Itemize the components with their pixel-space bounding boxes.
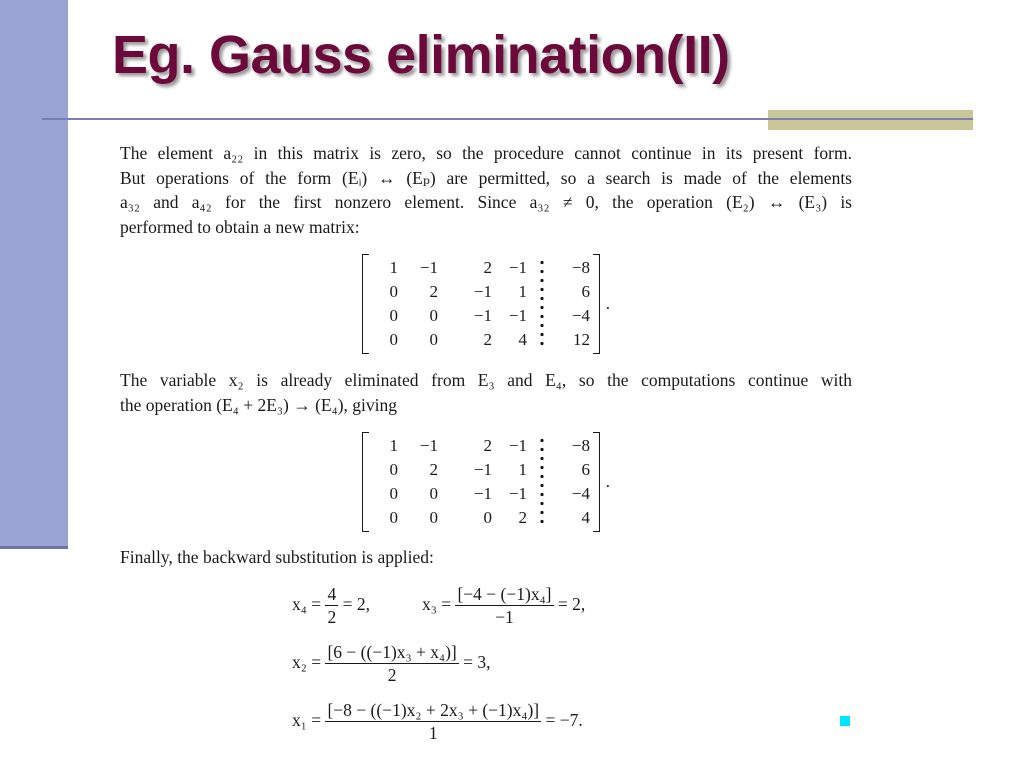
matrix-cell: 2 bbox=[429, 460, 438, 479]
equation-rhs: = 2, bbox=[342, 594, 370, 615]
matrix-cell: 0 bbox=[429, 484, 438, 503]
equation-lhs: x₂ = bbox=[292, 652, 322, 673]
paragraph-line: the operation (E₄ + 2E₃) → (E₄), giving bbox=[120, 394, 397, 415]
equation-x2 bbox=[292, 642, 491, 686]
matrix-cell: 12 bbox=[573, 330, 590, 349]
augmented-matrix-2 bbox=[362, 432, 610, 532]
matrix-cell: −1 bbox=[508, 306, 527, 325]
matrix-row bbox=[362, 434, 600, 458]
equation-x3 bbox=[422, 584, 585, 628]
matrix-cell: 6 bbox=[581, 282, 590, 301]
matrix-cell: 0 bbox=[389, 282, 398, 301]
matrix-row bbox=[362, 482, 600, 506]
matrix-row bbox=[362, 304, 600, 328]
matrix-row bbox=[362, 280, 600, 304]
matrix-period: . bbox=[605, 294, 610, 313]
matrix-cell: 4 bbox=[518, 330, 527, 349]
matrix-cell: −1 bbox=[473, 282, 492, 301]
fraction bbox=[325, 584, 338, 628]
equation-rhs: = 3, bbox=[463, 652, 491, 673]
paragraph-line: a₃₂ and a₄₂ for the first nonzero element. Since a₃₂ ≠ 0, the operation (E₂) ↔ (E₃) is bbox=[120, 192, 852, 212]
equation-x1 bbox=[292, 700, 583, 744]
slide-title: Eg. Gauss elimination(II) bbox=[112, 25, 730, 85]
matrix-cell: 2 bbox=[483, 330, 492, 349]
accent-bar-line bbox=[768, 118, 973, 120]
denominator: 2 bbox=[327, 607, 337, 627]
equation-rhs: = −7. bbox=[545, 710, 583, 731]
fraction bbox=[325, 700, 541, 744]
matrix-cell: −1 bbox=[419, 436, 438, 455]
matrix-cell: 0 bbox=[483, 508, 492, 527]
matrix-cell: −8 bbox=[571, 436, 590, 455]
fraction bbox=[325, 642, 458, 686]
matrix-cell: −4 bbox=[571, 306, 590, 325]
matrix-cell: 0 bbox=[429, 306, 438, 325]
augmented-matrix-1 bbox=[362, 254, 610, 354]
matrix-period: . bbox=[605, 472, 610, 491]
matrix-cell: 0 bbox=[429, 330, 438, 349]
matrix-cell: 2 bbox=[429, 282, 438, 301]
equation-lhs: x₄ = bbox=[292, 594, 322, 615]
numerator: [6 − ((−1)x₃ + x₄)] bbox=[327, 642, 457, 662]
paragraph-elimination bbox=[120, 368, 852, 417]
matrix-row bbox=[362, 458, 600, 482]
equation-lhs: x₃ = bbox=[422, 594, 452, 615]
equation-rhs: = 2, bbox=[557, 594, 586, 615]
matrix-cell: 0 bbox=[389, 460, 398, 479]
matrix-cell: 0 bbox=[429, 508, 438, 527]
equation-x4 bbox=[292, 584, 370, 628]
paragraph-intro bbox=[120, 141, 852, 239]
matrix-cell: −1 bbox=[419, 258, 438, 277]
matrix-cell: −1 bbox=[508, 436, 527, 455]
paragraph-substitution bbox=[120, 545, 852, 570]
matrix-cell: −4 bbox=[571, 484, 590, 503]
matrix-row bbox=[362, 256, 600, 280]
matrix-cell: 1 bbox=[518, 460, 527, 479]
matrix-cell: −1 bbox=[508, 258, 527, 277]
matrix-cell: 6 bbox=[581, 460, 590, 479]
matrix-cell: −1 bbox=[473, 306, 492, 325]
fraction bbox=[455, 584, 553, 628]
paragraph-line: Finally, the backward substitution is applied: bbox=[120, 547, 434, 567]
numerator: 4 bbox=[327, 584, 337, 604]
matrix-cell: 4 bbox=[581, 508, 590, 527]
accent-bar bbox=[768, 110, 973, 130]
matrix-cell: 0 bbox=[389, 306, 398, 325]
matrix-cell: 0 bbox=[389, 484, 398, 503]
equation-lhs: x₁ = bbox=[292, 710, 322, 731]
matrix-cell: 2 bbox=[483, 258, 492, 277]
matrix-cell: 2 bbox=[483, 436, 492, 455]
matrix-row bbox=[362, 506, 600, 530]
matrix-cell: −1 bbox=[473, 460, 492, 479]
square-bullet-icon bbox=[840, 716, 850, 726]
denominator: 1 bbox=[325, 721, 541, 744]
matrix-cell: −1 bbox=[508, 484, 527, 503]
matrix-cell: 2 bbox=[518, 508, 527, 527]
matrix-cell: 1 bbox=[518, 282, 527, 301]
matrix-cell: −1 bbox=[473, 484, 492, 503]
matrix-cell: 1 bbox=[389, 258, 398, 277]
numerator: [−4 − (−1)x₄] bbox=[457, 584, 552, 604]
denominator: −1 bbox=[455, 605, 553, 628]
denominator: 2 bbox=[325, 663, 458, 686]
matrix-cell: 0 bbox=[389, 508, 398, 527]
matrix-cell: 1 bbox=[389, 436, 398, 455]
numerator: [−8 − ((−1)x₂ + 2x₃ + (−1)x₄)] bbox=[327, 700, 540, 720]
paragraph-line: The element a₂₂ in this matrix is zero, so the procedure cannot continue in its present form. bbox=[120, 143, 852, 163]
matrix-cell: 0 bbox=[389, 330, 398, 349]
paragraph-line: The variable x₂ is already eliminated from E₃ and E₄, so the computations continue with bbox=[120, 370, 852, 390]
matrix-cell: −8 bbox=[571, 258, 590, 277]
paragraph-line: performed to obtain a new matrix: bbox=[120, 216, 360, 237]
matrix-row bbox=[362, 328, 600, 352]
paragraph-line: But operations of the form (Eᵢ) ↔ (Eₚ) are permitted, so a search is made of the elements bbox=[120, 167, 852, 188]
sidebar-band bbox=[0, 0, 68, 549]
